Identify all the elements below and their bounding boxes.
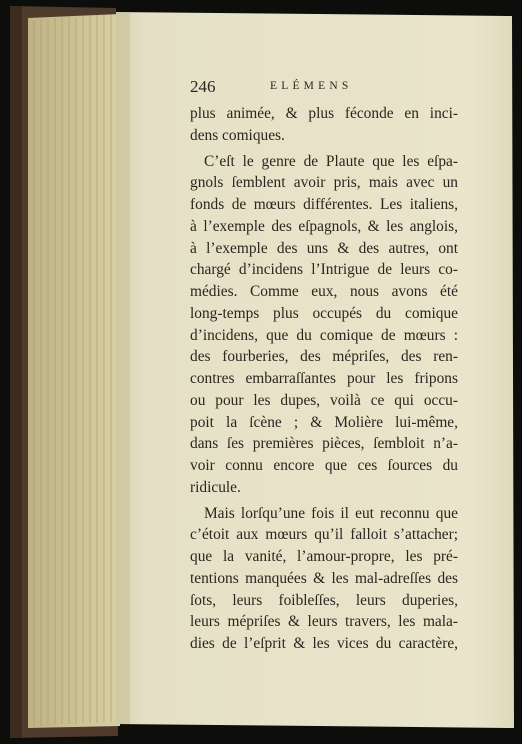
running-head: ELÉMENS <box>270 80 353 92</box>
text-line: C’eſt le genre de Plaute que les eſpa- <box>204 152 458 170</box>
page-number: 246 <box>190 77 216 96</box>
text-line: chargé d’incidens l’Intrigue de leurs co- <box>190 261 458 279</box>
text-line: leurs mépriſes & leurs travers, les mala- <box>190 613 458 631</box>
text-line: c’étoit aux mœurs qu’il falloit s’attacher; <box>190 526 458 544</box>
text-line: dans ſes premières pièces, ſembloit n’a- <box>190 435 458 453</box>
text-line: poit la ſcène ; & Molière lui-même, <box>190 413 458 431</box>
page-text-block <box>190 77 458 655</box>
text-line: dens comiques. <box>190 126 285 144</box>
text-line: d’incidens, que du comique de mœurs : <box>190 326 458 344</box>
text-line: long-temps plus occupés du comique <box>190 304 458 322</box>
text-line: dies de l’eſprit & les vices du caractère, <box>190 635 458 652</box>
text-line: Mais lorſqu’une fois il eut reconnu que <box>204 504 458 522</box>
text-line: gnols ſemblent avoir pris, mais avec un <box>190 174 458 192</box>
text-line: plus animée, & plus féconde en inci- <box>190 105 458 122</box>
text-line: contres embarraſſantes pour les fripons <box>190 370 458 387</box>
text-line: tentions manquées & les mal-adreſſes des <box>190 569 458 587</box>
text-line: ridicule. <box>190 478 241 496</box>
page-edges <box>28 14 120 728</box>
text-line: fonds de mœurs différentes. Les italiens, <box>190 196 458 213</box>
text-line: ſots, leurs foibleſſes, leurs duperies, <box>190 591 458 609</box>
text-line: médies. Comme eux, nous avons été <box>190 283 458 300</box>
text-line: que la vanité, l’amour-propre, les pré- <box>190 548 458 565</box>
text-line: ou pour les dupes, voilà ce qui occu- <box>190 391 458 409</box>
text-line: à l’exemple des uns & des autres, ont <box>190 239 458 257</box>
page-header <box>190 77 458 103</box>
text-line: à l’exemple des eſpagnols, & les anglois, <box>190 217 458 235</box>
text-line: des fourberies, des mépriſes, des ren- <box>190 348 458 366</box>
text-line: voir connu encore que ces ſources du <box>190 457 458 474</box>
